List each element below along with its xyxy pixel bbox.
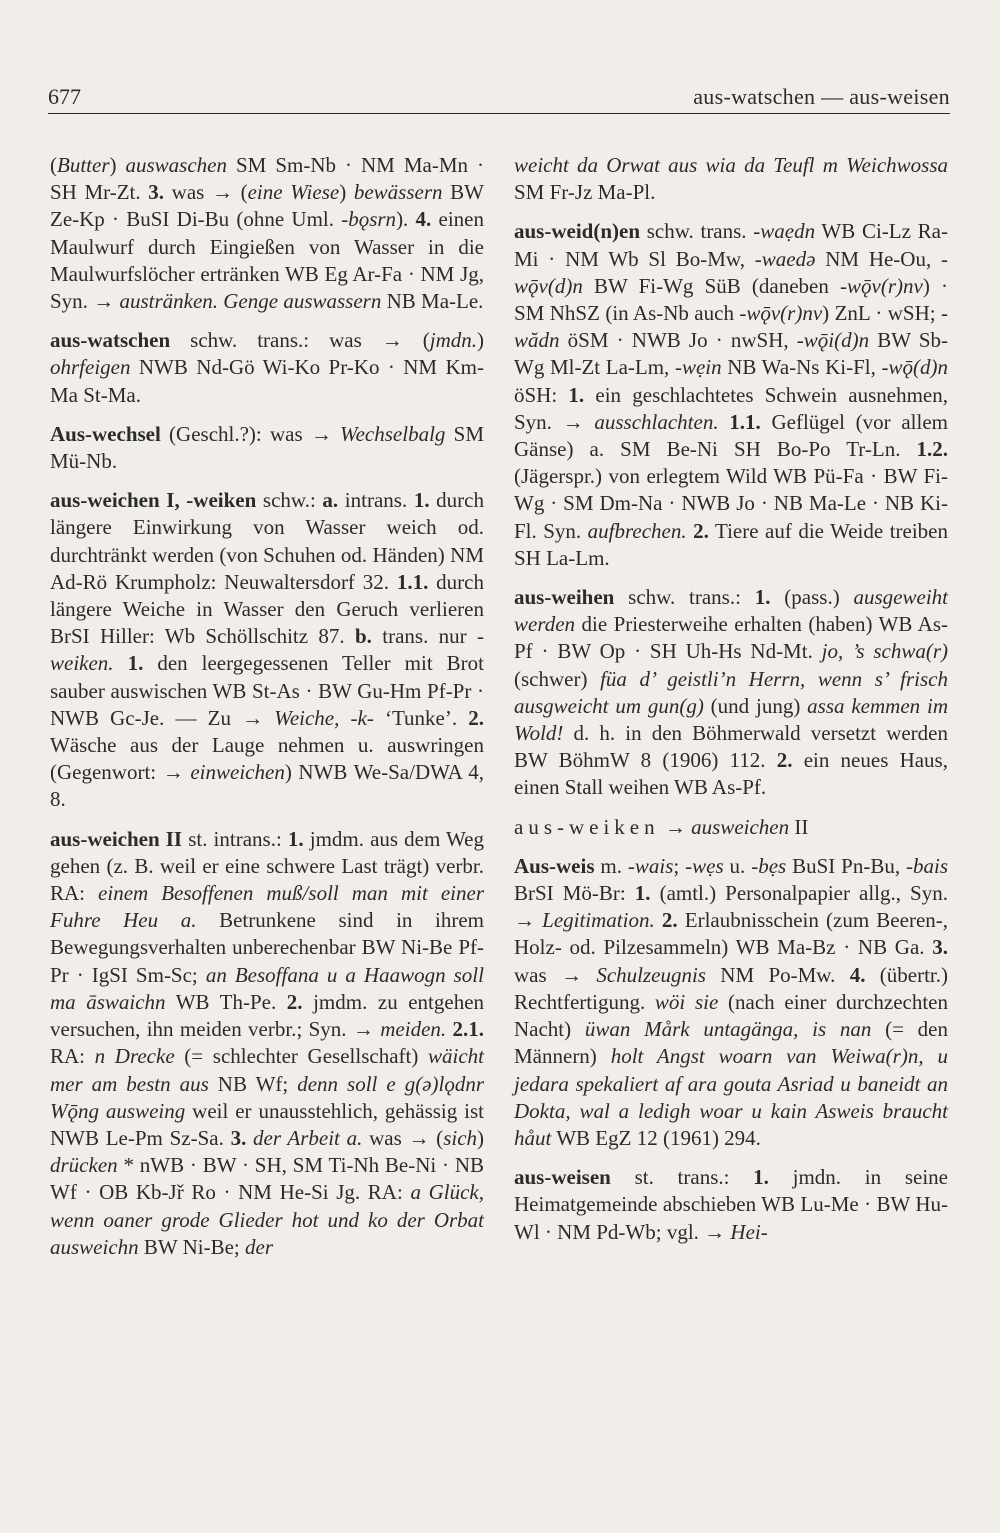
right_column-entry: aus-weisen st. trans.: 1. jmdn. in seine Heimatgemeinde abschieben WB Lu-Me · BW Hu-Wl · NM Pd-Wb; vgl. → Hei- — [514, 1165, 948, 1244]
right_column-entry: aus-weid(n)en schw. trans. -waẹdn WB Ci-Lz Ra-Mi · NM Wb Sl Bo-Mw, -waedə NM He-Ou, -wǭv(d)n BW Fi-Wg SüB (daneben -wǭv(r)nv) · SM NhSZ (in As-Nb auch -wǭv(r)nv) ZnL · wSH; -wădn öSM · NWB Jo · nwSH, -wǭi(d)n BW Sb-Wg Ml-Zt La-Lm, -wẹin NB Wa-Ns Ki-Fl, -wǭ(d)n öSH: 1. ein geschlachtetes Schwein ausnehmen, Syn. → ausschlachten. 1.1. Geflügel (vor allem Gänse) a. SM Be-Ni SH Bo-Po Tr-Ln. 1.2. (Jägerspr.) von erlegtem Wild WB Pü-Fa · BW Fi-Wg · SM Dm-Na · NWB Jo · NB Ma-Le · NB Ki-Fl. Syn. aufbrechen. 2. Tiere auf die Weide treiben SH La-Lm. — [514, 219, 948, 570]
page-number: 677 — [48, 84, 81, 109]
header-rule — [48, 113, 950, 114]
left_column-continuation: (Butter) auswaschen SM Sm-Nb · NM Ma-Mn · SH Mr-Zt. 3. was → (eine Wiese) bewässern BW Ze-Kp · BuSI Di-Bu (ohne Uml. -bǫsrn). 4. einen Maulwurf durch Eingießen von Wasser in die Maulwurfslöcher ertränken WB Eg Ar-Fa · NM Jg, Syn. → austränken. Genge auswassern NB Ma-Le. — [50, 153, 484, 314]
right_column-entry: Aus-weis m. -wais; -wẹs u. -bẹs BuSI Pn-Bu, -bais BrSI Mö-Br: 1. (amtl.) Personalpapier allg., Syn. → Legitimation. 2. Erlaubnisschein (zum Beeren-, Holz- od. Pilzesammeln) WB Ma-Bz · NB Ga. 3. was → Schulzeugnis NM Po-Mw. 4. (übertr.) Rechtfertigung. wöi sie (nach einer durchzechten Nacht) üwan Mårk untagänga, is nan (= den Männern) holt Angst woarn van Weiwa(r)n, u jedara spekaliert af ara gouta Asriad u baneidt an Dokta, wal a ledigh woar u kain Asweis braucht håut WB EgZ 12 (1961) 294. — [514, 853, 949, 1150]
page-header — [48, 84, 950, 114]
left-column — [50, 152, 484, 1273]
left_column-entry: aus-weichen II st. intrans.: 1. jmdm. aus dem Weg gehen (z. B. weil er eine schwere Last trägt) verbr. RA: einem Besoffenen muß/soll man mit einer Fuhre Heu a. Betrunkene sind in ihrem Bewegungsverhalten unberechenbar BW Ni-Be Pf-Pr · IgSI Sm-Sc; an Besoffana u a Haawogn soll ma āswaichn WB Th-Pe. 2. jmdm. zu entgehen versuchen, ihn meiden verbr.; Syn. → meiden. 2.1. RA: n Drecke (= schlechter Gesellschaft) wäicht mer am bestn aus NB Wf; denn soll e g(ə)lǫdnr Wǭng ausweing weil er unausstehlich, gehässig ist NWB Le-Pm Sz-Sa. 3. der Arbeit a. was → (sich) drücken * nWB · BW · SH, SM Ti-Nh Be-Ni · NB Wf · OB Kb-Jř Ro · NM He-Si Jg. RA: a Glück, wenn oaner grode Glieder hot und ko der Orbat ausweichn BW Ni-Be; der — [50, 826, 485, 1259]
right_column-entry: aus-weiken → ausweichen II — [514, 814, 809, 839]
left_column-entry: aus-weichen I, -weiken schw.: a. intrans. 1. durch längere Einwirkung von Wasser weich od. durchtränkt werden (von Schuhen od. Händen) NM Ad-Rö Krumpholz: Neuwaltersdorf 32. 1.1. durch längere Weiche in Wasser den Geruch verlieren BrSI Hiller: Wb Schöllschitz 87. b. trans. nur -weiken. 1. den leergegessenen Teller mit Brot sauber auswischen WB St-As · BW Gu-Hm Pf-Pr · NWB Gc-Je. — Zu → Weiche, -k- ‘Tunke’. 2. Wäsche aus der Lauge nehmen u. auswringen (Gegenwort: → einweichen) NWB We-Sa/DWA 4, 8. — [50, 488, 485, 812]
left_column-entry: Aus-wechsel (Geschl.?): was → Wechselbalg SM Mü-Nb. — [50, 421, 484, 474]
left_column-entry: aus-watschen schw. trans.: was → (jmdn.) ohrfeigen NWB Nd-Gö Wi-Ko Pr-Ko · NM Km-Ma St-Ma. — [50, 328, 484, 407]
running-head: aus-watschen — aus-weisen — [693, 84, 950, 109]
right-column — [514, 152, 948, 1258]
right_column-entry: aus-weihen schw. trans.: 1. (pass.) ausgeweiht werden die Priesterweihe erhalten (haben) WB As-Pf · BW Op · SH Uh-Hs Nd-Mt. jo, ’s schwa(r) (schwer) füa d’ geistli’n Herrn, wenn s’ frisch ausgweicht um gun(g) (und jung) assa kemmen im Wold! d. h. in den Böhmerwald versetzt werden BW BöhmW 8 (1906) 112. 2. ein neues Haus, einen Stall weihen WB As-Pf. — [514, 585, 949, 800]
right_column-continuation: weicht da Orwat aus wia da Teufl m Weichwossa SM Fr-Jz Ma-Pl. — [514, 153, 948, 205]
